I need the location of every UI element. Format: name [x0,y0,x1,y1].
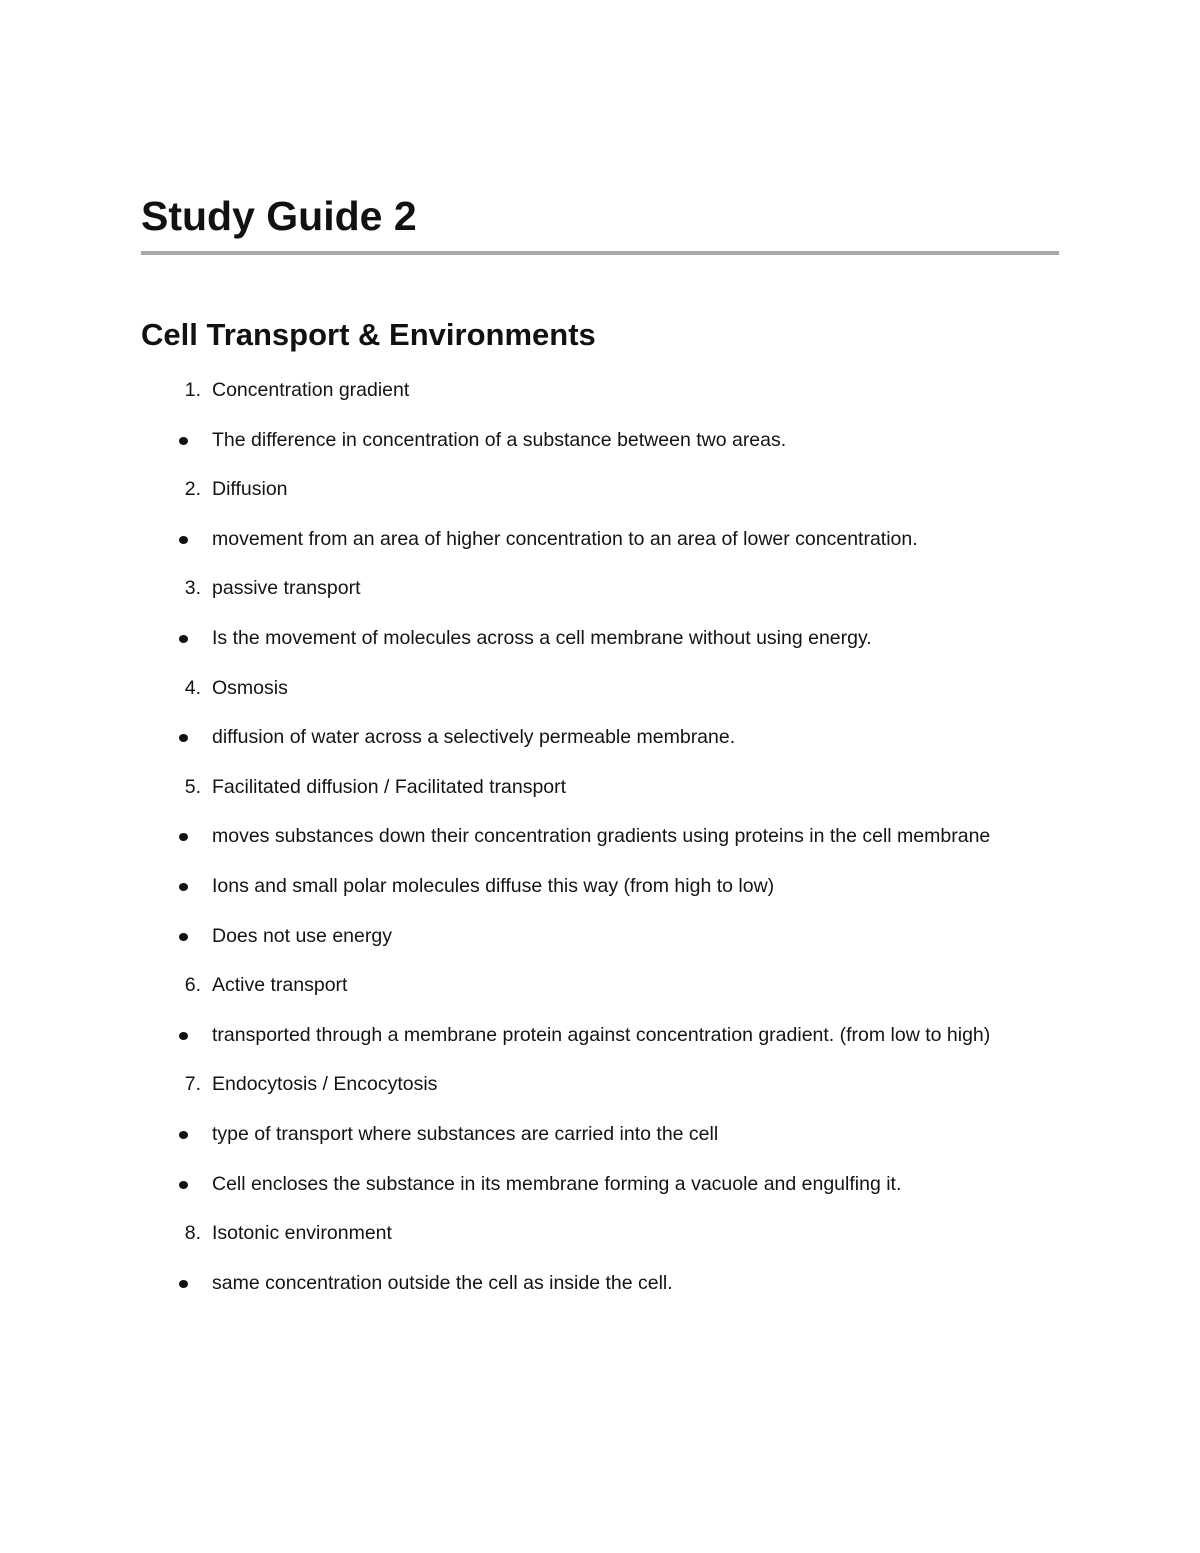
definition-text: The difference in concentration of a substance between two areas. [212,428,787,451]
list-number: 4. [184,676,201,699]
term-text: Osmosis [212,676,288,699]
definition-text: diffusion of water across a selectively permeable membrane. [212,726,736,749]
bullet-definition [141,1271,1032,1296]
bullet-icon [179,933,188,941]
term-text: Diffusion [212,478,288,501]
list-number: 3. [184,577,201,600]
numbered-term [141,477,1032,502]
definition-text: Cell encloses the substance in its membrane forming a vacuole and engulfing it. [212,1172,902,1195]
bullet-definition [141,824,1032,849]
term-text: Isotonic environment [212,1222,392,1245]
bullet-icon [179,1181,188,1189]
list-number: 7. [184,1073,201,1096]
definition-text: same concentration outside the cell as inside the cell. [212,1271,673,1294]
numbered-term [141,1221,1032,1246]
bullet-definition [141,428,1032,453]
term-text: Concentration gradient [212,379,410,401]
bullet-icon [179,635,188,643]
bullet-definition [141,527,1032,552]
bullet-icon [179,833,188,841]
document-title: Study Guide 2 [141,193,417,239]
numbered-term [141,775,1032,800]
numbered-term [141,576,1032,601]
definition-text: moves substances down their concentration gradients using proteins in the cell membrane [212,825,991,848]
definition-text: type of transport where substances are carried into the cell [212,1122,719,1145]
definition-text: Is the movement of molecules across a cell membrane without using energy. [212,626,872,649]
list-number: 5. [184,775,201,798]
bullet-icon [179,1032,188,1040]
bullet-icon [179,536,188,544]
bullet-icon [179,437,188,445]
definition-text: Does not use energy [212,924,392,947]
list-number: 1. [184,379,201,401]
term-text: passive transport [212,577,361,600]
definition-text: Ions and small polar molecules diffuse this way (from high to low) [212,874,775,897]
bullet-definition [141,1172,1032,1197]
definition-text: transported through a membrane protein against concentration gradient. (from low to high) [212,1023,991,1046]
numbered-term [141,1072,1032,1097]
definition-text: movement from an area of higher concentration to an area of lower concentration. [212,527,918,550]
bullet-icon [179,1131,188,1139]
bullet-definition [141,874,1032,899]
term-list [141,378,1059,1320]
bullet-definition [141,725,1032,750]
bullet-definition [141,1023,1032,1048]
bullet-definition [141,924,1032,949]
list-number: 2. [184,478,201,501]
section-heading: Cell Transport & Environments [141,317,596,352]
term-text: Active transport [212,974,348,997]
numbered-term [141,973,1032,998]
term-text: Endocytosis / Encocytosis [212,1073,438,1096]
list-number: 6. [184,974,201,997]
bullet-definition [141,626,1032,651]
bullet-icon [179,1280,188,1288]
bullet-definition [141,1122,1032,1147]
numbered-term [141,676,1032,701]
term-text: Facilitated diffusion / Facilitated transport [212,775,567,798]
bullet-icon [179,734,188,742]
bullet-icon [179,883,188,891]
title-divider [141,251,1059,255]
list-number: 8. [184,1222,201,1245]
numbered-term [141,378,1032,403]
